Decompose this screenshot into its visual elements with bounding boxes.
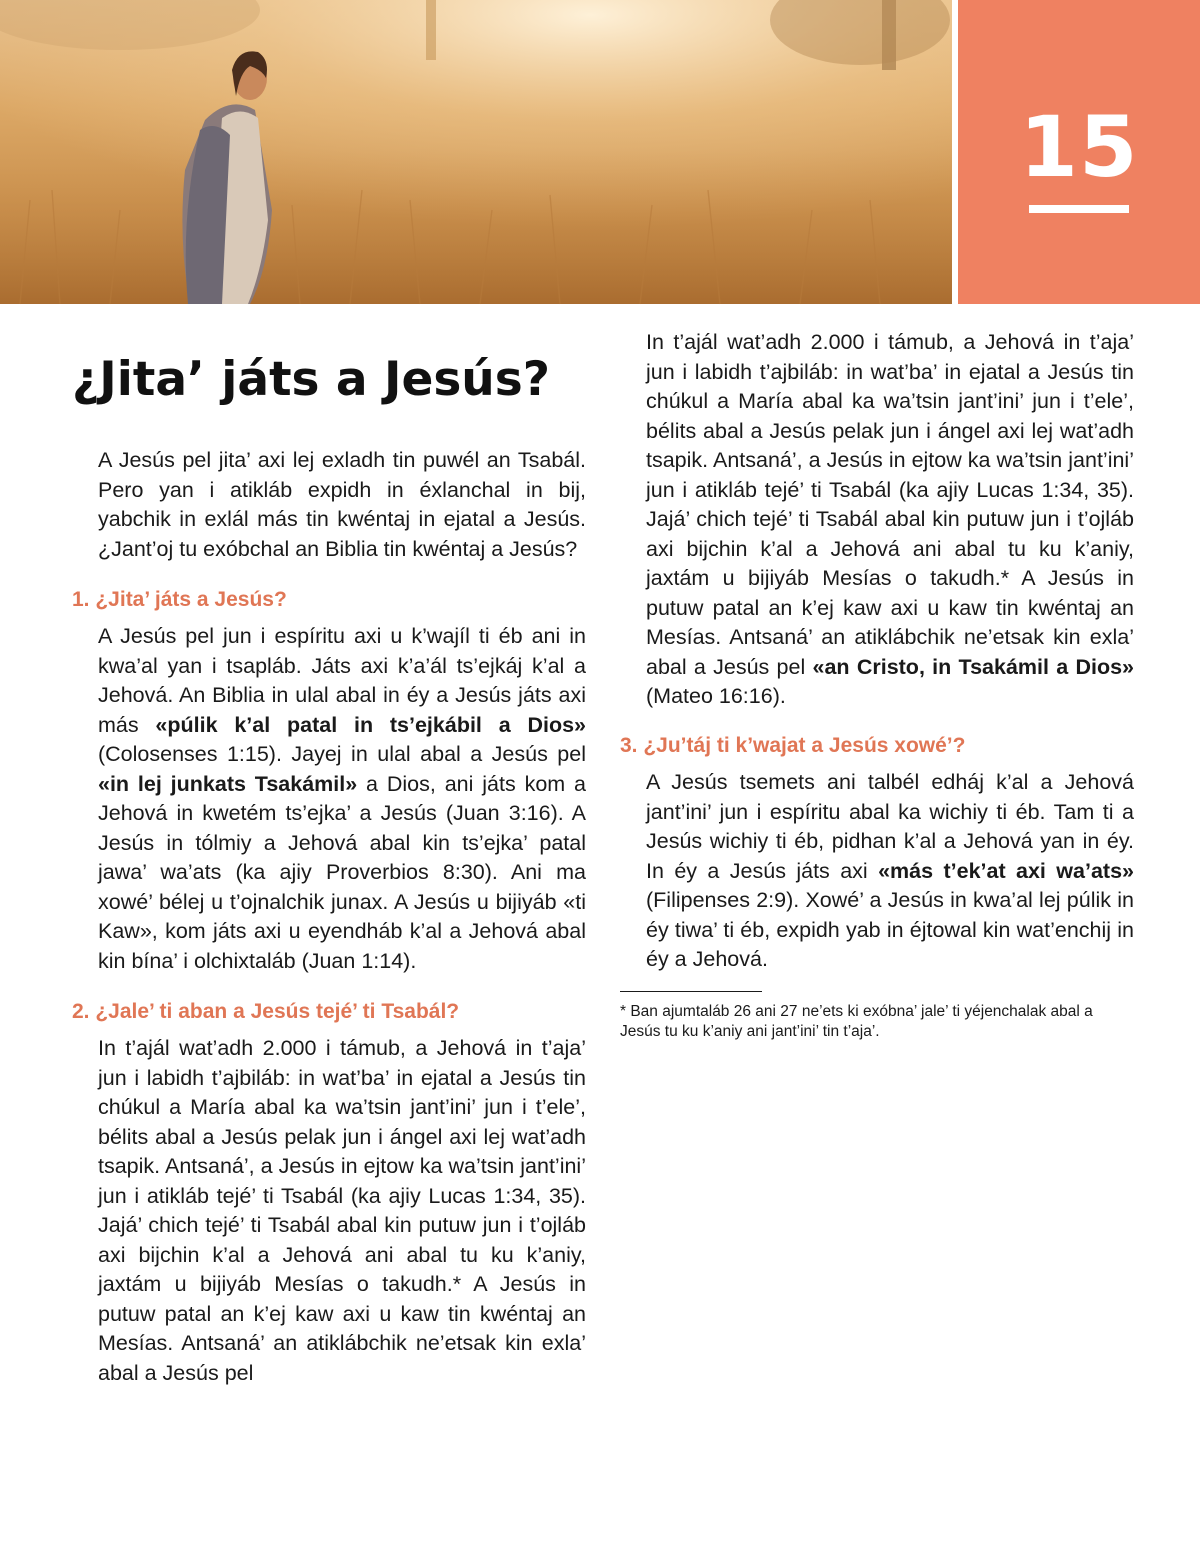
lesson-number-underline xyxy=(1029,205,1129,213)
emphasis-quote: «in lej junkats Tsakámil» xyxy=(98,771,358,796)
section-1-paragraph: A Jesús pel jun i espíritu axi u k’wajíl ti éb ani in kwa’al yan i tsapláb. Játs axi k’a’ál ts’ejkáj k’al a Jehová. An Biblia in ulal abal in éy a Jesús játs axi más «púlik k’al patal in ts’ejkábil a Dios» (Colosenses 1:15). Jayej in ulal abal a Jesús pel «in lej junkats Tsakámil» a Dios, ani játs kom a Jehová in kwetém ts’ejka’ a Jesús (Juan 3:16). A Jesús in tólmiy a Jehová abal kin ts’ejka’ patal jawa’ wa’ats (ka ajiy Proverbios 8:30). Ani ma xowé’ bélej u t’ojnalchik junax. A Jesús u bijiyáb «ti Kaw», kom játs axi u eyendháb k’al a Jehová abal kin bína’ i olchixtaláb (Juan 1:14). xyxy=(98,624,587,973)
footnote-divider xyxy=(620,991,762,992)
header-banner xyxy=(0,0,952,304)
section-2-paragraph: In t’ajál wat’adh 2.000 i támub, a Jehová in t’aja’ jun i labidh t’ajbiláb: in wat’ba’ in ejatal a Jesús tin chúkul a María abal ka wa’tsin jant’ini’ jun i t’ele’, bélits abal a Jesús pelak jun i ángel axi lej wat’adh tsapik. Antsaná’, a Jesús in ejtow ka wa’tsin jant’ini’ jun i atikláb tejé’ ti Tsabál (ka ajiy Lucas 1:34, 35). Jajá’ chich tejé’ ti Tsabál abal kin putuw jun i t’ojláb axi bijchin k’al a Jehová ani abal tu ku k’aniy, jaxtám u bijiyáb Mesías o takudh.* A Jesús in putuw patal an k’ej kaw axi u kaw tin kwéntaj an Mesías. Antsaná’ an atiklábchik ne’etsak kin exla’ abal a Jesús pel xyxy=(98,1036,586,1385)
left-column xyxy=(72,446,587,1385)
emphasis-quote: «más t’ek’at axi wa’ats» xyxy=(878,858,1134,883)
section-3-paragraph: A Jesús tsemets ani talbél edháj k’al a Jehová jant’ini’ jun i espíritu abal ka wichiy ti éb. Tam ti a Jesús wichiy ti éb, pidhan k’al a Jehová yan in éy. In éy a Jesús játs axi «más t’ek’at axi wa’ats» (Filipenses 2:9). Xowé’ a Jesús in kwa’al lej púlik in éy tiwa’ ti éb, expidh yab in éjtowal kin wat’enchij in éy a Jehová. xyxy=(646,770,1134,971)
page-title: ¿Jita’ játs a Jesús? xyxy=(72,352,551,407)
footnote: * Ban ajumtaláb 26 ani 27 ne’ets ki exóbna’ jale’ ti yéjenchalak abal a Jesús tu ku k’aniy ani jant’ini’ tin t’aja’. xyxy=(620,1002,1093,1040)
emphasis-quote: «an Cristo, in Tsakámil a Dios» xyxy=(812,654,1135,679)
lesson-number-box xyxy=(958,0,1200,304)
section-1-heading: 1. ¿Jita’ játs a Jesús? xyxy=(72,588,287,611)
emphasis-quote: «púlik k’al patal in ts’ejkábil a Dios» xyxy=(155,712,587,737)
section-2-heading: 2. ¿Jale’ ti aban a Jesús tejé’ ti Tsabál? xyxy=(72,1000,460,1023)
intro-paragraph: A Jesús pel jita’ axi lej exladh tin puwél an Tsabál. Pero yan i atikláb expidh in éxlanchal in bij, yabchik in exlál más tin kwéntaj in ejatal a Jesús. ¿Jant’oj tu exóbchal an Biblia tin kwéntaj a Jesús? xyxy=(98,448,586,561)
section-2-paragraph-continued: In t’ajál wat’adh 2.000 i támub, a Jehová in t’aja’ jun i labidh t’ajbiláb: in wat’ba’ in ejatal a Jesús tin chúkul a María abal ka wa’tsin jant’ini’ jun i t’ele’, bélits abal a Jesús pelak jun i ángel axi lej wat’adh tsapik. Antsaná’, a Jesús in ejtow ka wa’tsin jant’ini’ jun i atikláb tejé’ ti Tsabál (ka ajiy Lucas 1:34, 35). Jajá’ chich tejé’ ti Tsabál abal kin putuw jun i t’ojláb axi bijchin k’al a Jehová ani abal tu ku k’aniy, jaxtám u bijiyáb Mesías o takudh.* A Jesús in putuw patal an k’ej kaw axi u kaw tin kwéntaj an Mesías. Antsaná’ an atiklábchik ne’etsak kin exla’ abal a Jesús pel «an Cristo, in Tsakámil a Dios» (Mateo 16:16). xyxy=(646,330,1135,708)
lesson-number: 15 xyxy=(1019,98,1139,196)
jesus-walking-in-field-image xyxy=(0,0,952,304)
right-column xyxy=(620,330,1135,1042)
section-3-heading: 3. ¿Ju’táj ti k’wajat a Jesús xowé’? xyxy=(620,734,966,757)
